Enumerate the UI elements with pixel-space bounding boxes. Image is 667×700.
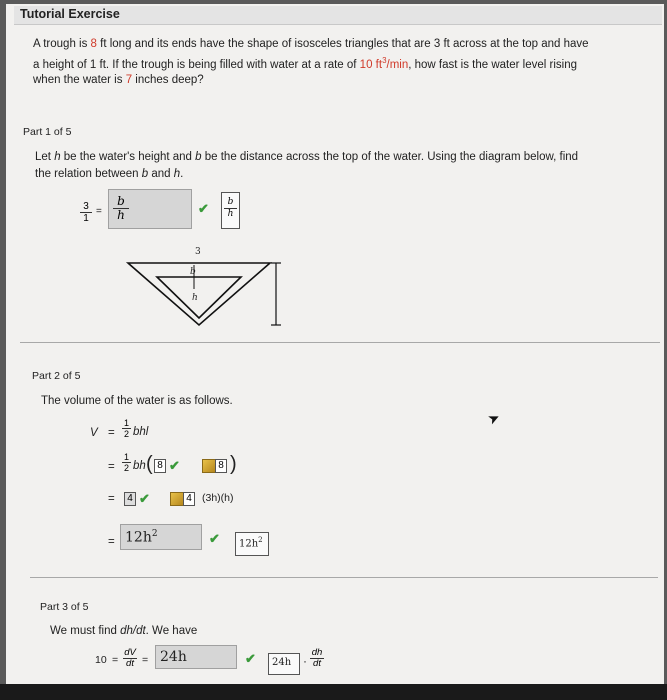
problem-line-3 (33, 74, 204, 86)
half-numerator: 1 (123, 452, 129, 462)
equals-sign: = (108, 427, 115, 439)
divider (30, 577, 658, 578)
part1-text: . (180, 168, 184, 180)
dhdt-term: dh/dt (120, 625, 146, 637)
part1-check-icon: ✔ (198, 201, 209, 216)
volume-answer-exponent: 2 (151, 529, 158, 539)
page-title: Tutorial Exercise (20, 7, 120, 21)
length-correct-answer: 8 (215, 459, 227, 473)
volume-answer-input[interactable] (120, 524, 202, 550)
var-b: b (141, 168, 149, 180)
part3-intro (50, 625, 197, 637)
coefficient-check-icon: ✔ (139, 491, 150, 506)
fill-rate-exponent: 3 (382, 56, 387, 65)
var-b: b (195, 151, 202, 163)
part2-intro: The volume of the water is as follows. (41, 395, 233, 407)
exercise-sheet (6, 4, 664, 684)
part1-correct-answer (221, 192, 240, 229)
volume-correct-answer (235, 532, 269, 556)
correct-denominator: h (227, 209, 234, 219)
dv-numerator: dV (124, 647, 136, 658)
fill-rate-value: 10 ft (359, 58, 383, 71)
volume-var: V (90, 427, 98, 439)
half-denominator: 2 (123, 429, 129, 439)
part3-text: We must find (50, 625, 121, 637)
correct-numerator: b (224, 197, 237, 209)
problem-text: a height of 1 ft. If the trough is being filled with water at a rate of (33, 58, 360, 71)
key-icon (170, 492, 184, 506)
rate-answer-text: 24h (160, 649, 187, 665)
dhdt-fraction (310, 648, 324, 669)
bottom-bar (0, 684, 667, 700)
answer-fraction (113, 195, 129, 222)
paren-open: ( (146, 453, 153, 475)
multiply-dot: · (303, 654, 307, 668)
dt-denominator: dt (313, 658, 321, 669)
problem-text: , how fast is the water level rising (408, 58, 577, 71)
half-denominator: 2 (123, 463, 129, 473)
outer-triangle (128, 263, 270, 325)
bh-term: bh (133, 460, 146, 472)
equals-sign: = (108, 461, 115, 473)
paren-close: ) (230, 453, 237, 475)
water-triangle (157, 277, 241, 318)
trough-length: 8 (90, 38, 97, 50)
part1-text: the relation between (35, 168, 142, 180)
water-depth: 7 (125, 74, 133, 86)
diagram-h-label: h (192, 293, 198, 303)
key-icon (202, 459, 216, 473)
answer-numerator: b (113, 195, 129, 209)
coefficient-correct-answer: 4 (183, 492, 195, 506)
three-h-term: (3h)(h) (202, 492, 234, 504)
part1-equals: = (96, 206, 102, 217)
var-h: h (54, 151, 61, 163)
volume-answer-text (125, 529, 158, 546)
volume-check-icon: ✔ (209, 531, 220, 546)
half-fraction (122, 418, 131, 439)
length-input[interactable]: 8 (154, 459, 166, 473)
volume-answer-base: 12h (125, 529, 152, 546)
length-check-icon: ✔ (169, 458, 180, 473)
problem-line-2 (33, 56, 577, 71)
rate-correct-answer (268, 653, 300, 675)
divider (20, 342, 660, 343)
answer-denominator: h (117, 208, 125, 222)
half-fraction (122, 452, 131, 473)
equals-sign: = (108, 536, 115, 548)
problem-text: when the water is (33, 74, 126, 86)
lhs-numerator: 3 (80, 201, 92, 213)
mouse-cursor-icon: ➤ (484, 408, 503, 428)
lhs-denominator: 1 (83, 213, 89, 224)
bhl-term: bhl (133, 426, 149, 438)
var-h: h (173, 168, 181, 180)
equals-sign: = (108, 493, 115, 505)
part1-lhs-fraction (80, 201, 92, 224)
part1-text: be the distance across the top of the water. Using the diagram below, find (201, 151, 579, 163)
rate-answer-input[interactable] (155, 645, 237, 669)
problem-text: A trough is (33, 38, 91, 50)
rate-correct-text: 24h (272, 657, 292, 668)
part3-text: . We have (145, 625, 198, 637)
title-bar (14, 6, 662, 25)
half-numerator: 1 (123, 418, 129, 428)
rate-value: 10 (95, 654, 107, 666)
problem-text: inches deep? (132, 74, 204, 86)
part1-line-1 (35, 151, 578, 163)
part3-label: Part 3 of 5 (40, 601, 89, 613)
problem-line-1 (33, 38, 589, 50)
dvdt-fraction (123, 648, 137, 669)
part1-text: be the water's height and (60, 151, 196, 163)
dt-denominator: dt (126, 658, 134, 669)
part1-answer-input[interactable] (108, 189, 192, 229)
coefficient-input[interactable]: 4 (124, 492, 136, 506)
equals-sign: = (112, 654, 119, 666)
part1-label: Part 1 of 5 (23, 126, 72, 138)
volume-correct-base: 12h (239, 538, 259, 550)
part1-line-2 (35, 168, 183, 180)
volume-correct-text (239, 536, 263, 549)
part1-text: and (148, 168, 174, 180)
trough-diagram (120, 245, 290, 330)
diagram-top-label: 3 (195, 247, 201, 257)
part2-label: Part 2 of 5 (32, 370, 81, 382)
part1-text: Let (35, 151, 55, 163)
correct-fraction (224, 197, 237, 220)
equals-sign: = (142, 654, 149, 666)
fill-rate-unit: /min (386, 58, 409, 71)
volume-correct-exponent: 2 (258, 536, 263, 544)
fill-rate (359, 56, 409, 71)
problem-text: ft long and its ends have the shape of isosceles triangles that are 3 ft across at the top and have (96, 38, 589, 50)
rate-check-icon: ✔ (245, 651, 256, 666)
dh-numerator: dh (311, 647, 323, 658)
diagram-b-label: b (190, 267, 196, 277)
